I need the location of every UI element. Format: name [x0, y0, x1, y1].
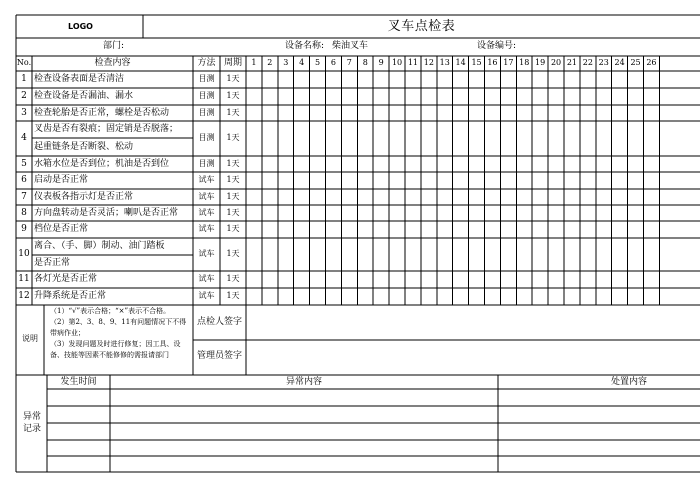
device-no-label: 设备编号:	[477, 41, 517, 51]
row-method-8: 试车	[198, 207, 215, 217]
row-cycle-12: 1天	[226, 291, 240, 300]
day-header-15: 15	[471, 58, 482, 67]
row-cycle-11: 1天	[226, 274, 240, 283]
row-method-4: 目测	[198, 133, 215, 142]
inspector-signature-label: 点检人签字	[196, 317, 242, 327]
logo-text: LOGO	[68, 22, 93, 31]
day-header-6: 6	[330, 58, 336, 67]
row-content-3: 检查轮胎是否正常，螺栓是否松动	[34, 107, 170, 118]
row-content-12: 升降系统是否正常	[34, 291, 107, 301]
row-content-4-b: 起重链条是否断裂、松动	[34, 141, 134, 152]
department-label: 部门:	[103, 41, 125, 51]
row-cycle-4: 1天	[226, 133, 240, 142]
row-no-8: 8	[21, 207, 27, 218]
row-cycle-7: 1天	[226, 191, 240, 201]
row-no-9: 9	[21, 224, 27, 234]
row-content-5: 水箱水位是否到位；机油是否到位	[34, 158, 170, 169]
col-header-content: 检查内容	[94, 58, 131, 68]
row-cycle-6: 1天	[226, 175, 240, 184]
row-no-4: 4	[21, 133, 27, 143]
day-header-18: 18	[519, 58, 530, 67]
row-content-1: 检查设备表面是否清洁	[34, 74, 125, 84]
day-header-5: 5	[314, 58, 321, 67]
row-method-3: 目测	[198, 107, 215, 117]
row-no-6: 6	[21, 175, 27, 185]
device-name-value: 柴油叉车	[332, 41, 369, 51]
day-header-7: 7	[346, 58, 352, 67]
row-content-4-a: 叉齿是否有裂痕；固定销是否脱落；	[34, 124, 179, 134]
day-header-4: 4	[299, 58, 305, 67]
manager-signature-label: 管理员签字	[196, 351, 242, 361]
row-cycle-1: 1天	[226, 74, 240, 83]
day-header-19: 19	[535, 58, 546, 67]
row-method-10: 试车	[198, 249, 215, 258]
row-method-5: 目测	[198, 158, 215, 168]
row-no-12: 12	[18, 291, 30, 301]
row-method-1: 目测	[198, 74, 215, 83]
day-header-23: 23	[598, 58, 609, 67]
day-header-14: 14	[455, 58, 466, 67]
day-header-21: 21	[566, 58, 578, 67]
row-content-10-a: 离合、（手、脚）制动、油门踏板	[34, 241, 165, 251]
row-content-8: 方向盘转动是否灵活；喇叭是否正常	[34, 207, 179, 218]
row-method-6: 试车	[198, 175, 215, 184]
day-header-11: 11	[407, 58, 419, 67]
row-no-1: 1	[21, 74, 27, 84]
row-cycle-8: 1天	[226, 207, 240, 217]
day-header-22: 22	[582, 58, 593, 67]
col-header-method: 方法	[197, 58, 216, 68]
row-content-2: 检查设备是否漏油、漏水	[34, 91, 134, 101]
notes-text	[50, 306, 190, 374]
row-method-11: 试车	[198, 274, 215, 283]
device-name-label: 设备名称:	[285, 41, 325, 51]
day-header-20: 20	[550, 58, 562, 67]
row-cycle-10: 1天	[226, 249, 240, 258]
row-cycle-9: 1天	[226, 224, 240, 233]
abnormal-label-2: 记录	[23, 424, 42, 434]
day-header-25: 25	[630, 58, 641, 67]
row-no-3: 3	[21, 107, 27, 118]
row-method-2: 目测	[198, 91, 215, 100]
col-header-no: No.	[16, 58, 32, 67]
day-header-10: 10	[391, 58, 403, 67]
day-header-1: 1	[251, 58, 257, 67]
abnormal-content-header: 异常内容	[285, 377, 322, 387]
row-method-9: 试车	[198, 224, 215, 233]
row-content-7: 仪表板各指示灯是否正常	[34, 191, 134, 202]
row-method-7: 试车	[198, 191, 215, 201]
day-header-17: 17	[503, 58, 514, 67]
day-header-12: 12	[423, 58, 434, 67]
abnormal-label-1: 异常	[23, 412, 42, 422]
day-header-3: 3	[283, 58, 289, 67]
time-header: 发生时间	[60, 377, 97, 387]
day-header-13: 13	[439, 58, 450, 67]
row-no-5: 5	[21, 158, 27, 169]
action-header: 处置内容	[610, 377, 647, 387]
row-no-2: 2	[21, 91, 27, 101]
row-no-11: 11	[18, 274, 30, 284]
day-header-8: 8	[362, 58, 368, 67]
col-header-cycle: 周期	[223, 58, 242, 68]
day-header-24: 24	[614, 58, 625, 67]
row-content-11: 各灯光是否正常	[34, 274, 98, 284]
row-method-12: 试车	[198, 291, 215, 300]
row-cycle-2: 1天	[226, 91, 240, 100]
row-content-6: 启动是否正常	[34, 175, 89, 185]
notes-text3: （3）发现问题及时进行修复；因工具、设备、技能等因素不能修修的需报请部门	[50, 340, 181, 359]
row-content-9: 档位是否正常	[34, 224, 89, 234]
row-no-7: 7	[21, 191, 27, 202]
row-content-10-b: 是否正常	[34, 257, 71, 268]
row-no-10: 10	[18, 249, 30, 259]
notes-label: 说明	[22, 334, 38, 343]
day-header-16: 16	[487, 58, 498, 67]
day-header-9: 9	[378, 58, 384, 67]
day-header-2: 2	[267, 58, 273, 67]
row-cycle-5: 1天	[226, 158, 240, 168]
row-cycle-3: 1天	[226, 107, 240, 117]
day-header-26: 26	[646, 58, 657, 67]
notes-text2: （2）第2、3、8、9、11有问题情况下不得带病作业；	[50, 318, 187, 337]
notes-text1: （1）“√”表示合格；“×”表示不合格。	[50, 307, 171, 315]
page-title: 叉车点检表	[387, 19, 456, 34]
